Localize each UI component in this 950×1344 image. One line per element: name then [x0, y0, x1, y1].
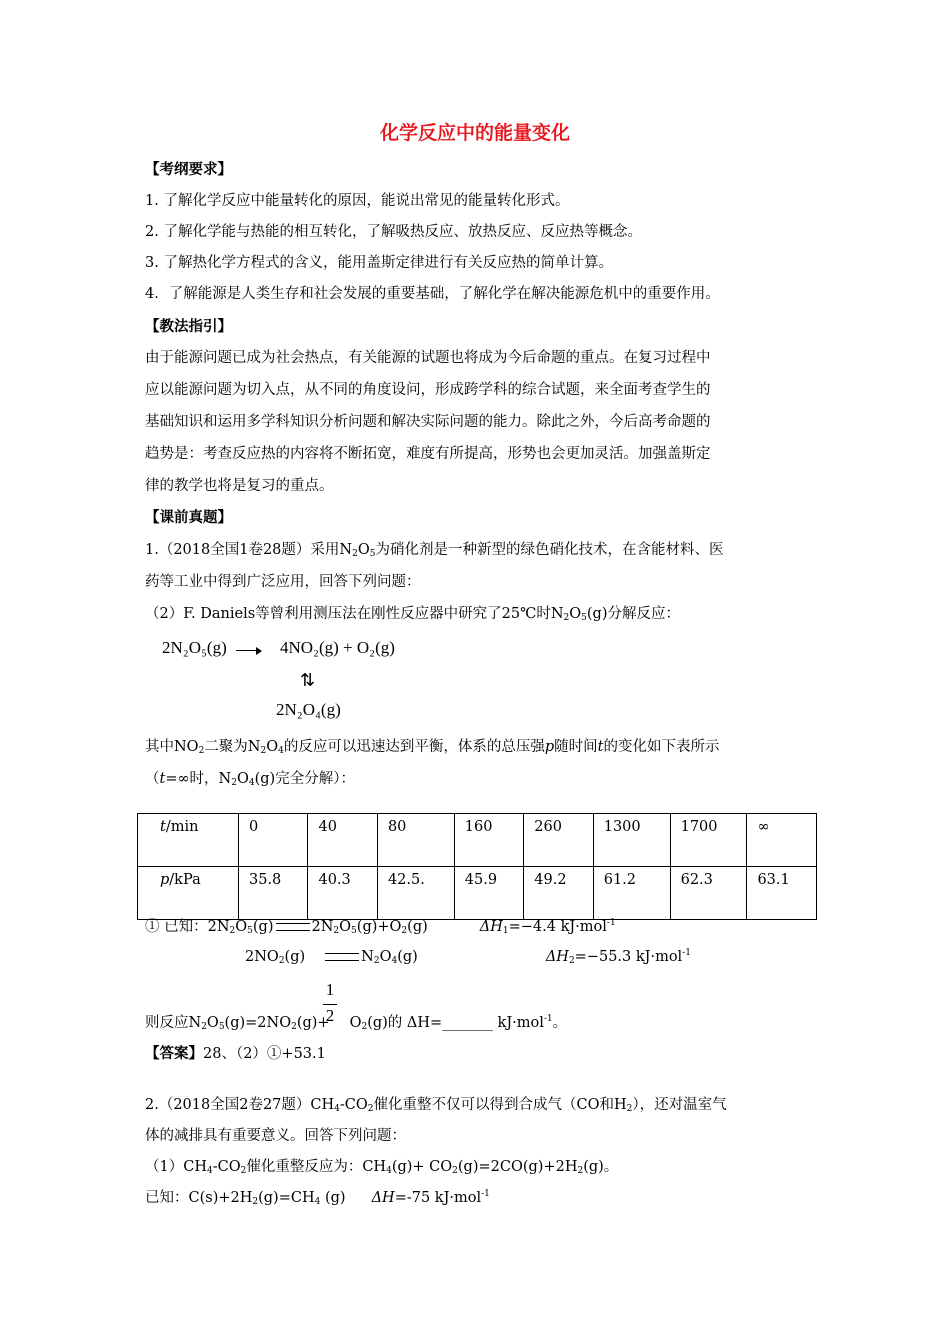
q2-sub1: $(1)CH_4-CO_2$催化重整反应为：$CH_4(g)+ CO_2(g)=2CO(g)+2H_2(g)$。 — [145, 1159, 619, 1176]
table-cell: 160 — [454, 814, 523, 867]
table-row — [138, 867, 817, 920]
q1-known2: $2NO_2(g)$ $N_2O_4(g)$ $\Delta H_2=-55.3$ kJ·mol$^{-1}$ — [245, 948, 691, 966]
fraction-numerator: 1 — [325, 980, 335, 999]
reaction-arrow-icon — [236, 640, 262, 660]
q1-intro-line2: 药等工业中得到广泛应用，回答下列问题： — [145, 574, 421, 590]
table-cell: 62.3 — [670, 867, 747, 920]
pressure-time-table — [137, 813, 817, 920]
fraction-bar — [323, 1004, 337, 1005]
kaogang-item: 1. 了解化学反应中能量转化的原因，能说出常见的能量转化形式。 — [145, 193, 570, 209]
table-cell: 40 — [308, 814, 377, 867]
table-cell: 35.8 — [239, 867, 308, 920]
q1-desc1: 其中$NO_2$二聚为$N_2O_4$的反应可以迅速达到平衡，体系的总压强p随时间t的变化如下表所示 — [145, 739, 720, 756]
table-cell: 40.3 — [308, 867, 377, 920]
q1-sub2: （2）F. Daniels等曾利用测压法在刚性反应器中研究了25℃时$N_2O_5(g)$分解反应： — [145, 606, 680, 623]
table-cell: t/min — [138, 814, 239, 867]
reaction-left: 2N₂O₅(g) — [162, 638, 227, 657]
table-cell: 0 — [239, 814, 308, 867]
reaction-right: 4NO₂(g) + O₂(g) — [280, 638, 395, 657]
jiaofa-line: 基础知识和运用多学科知识分析问题和解决实际问题的能力。除此之外，今后高考命题的 — [145, 414, 711, 430]
section-heading-jiaofa: 【教法指引】 — [145, 319, 232, 335]
section-heading-kaogang: 【考纲要求】 — [145, 162, 232, 178]
equals-bar-icon — [325, 953, 359, 961]
jiaofa-line: 由于能源问题已成为社会热点，有关能源的试题也将成为今后命题的重点。在复习过程中 — [145, 350, 711, 366]
kaogang-item: 4．了解能源是人类生存和社会发展的重要基础，了解化学在解决能源危机中的重要作用。 — [145, 286, 720, 302]
table-cell: 1300 — [593, 814, 670, 867]
q2-intro-line2: 体的减排具有重要意义。回答下列问题： — [145, 1128, 406, 1144]
table-cell: 61.2 — [593, 867, 670, 920]
jiaofa-line: 应以能源问题为切入点，从不同的角度设问，形成跨学科的综合试题，来全面考查学生的 — [145, 382, 711, 398]
jiaofa-line: 律的教学也将是复习的重点。 — [145, 478, 334, 494]
table-cell: 42.5. — [377, 867, 454, 920]
table-cell: 80 — [377, 814, 454, 867]
q1-intro: 1.（2018全国1卷28题）采用$N_2O_5$为硝化剂是一种新型的绿色硝化技术，在含能材料、医 — [145, 542, 724, 559]
equals-bar-icon — [276, 923, 310, 931]
jiaofa-line: 趋势是：考查反应热的内容将不断拓宽，难度有所提高，形势也会更加灵活。加强盖斯定 — [145, 446, 711, 462]
table-cell: 63.1 — [747, 867, 817, 920]
section-heading-zhenti: 【课前真题】 — [145, 510, 232, 526]
table-row — [138, 814, 817, 867]
table-cell: 1700 — [670, 814, 747, 867]
q1-desc2: （t=∞时，$N_2O_4(g)$完全分解）： — [145, 771, 355, 788]
table-cell: 260 — [524, 814, 593, 867]
q1-known1: ① 已知：$2N_2O_5(g)$ $2N_2O_5(g)+O_2(g)$ $\Delta H_1=-4.4$ kJ·mol$^{-1}$ — [145, 918, 616, 936]
q1-answer: 【答案】28、（2）①+53.1 — [145, 1046, 326, 1062]
reaction-bottom: 2N₂O₄(g) — [276, 700, 341, 719]
q2-known: 已知：$C(s)+2H_2(g)=CH_4$ (g) ΔH=-75 kJ·mol$^{-1}$ — [145, 1189, 490, 1207]
table-cell: 45.9 — [454, 867, 523, 920]
table-cell: 49.2 — [524, 867, 593, 920]
q2-intro: 2.（2018全国2卷27题）$CH_4-CO_2$催化重整不仅可以得到合成气（CO和$H_2$），还对温室气 — [145, 1097, 727, 1114]
kaogang-item: 3. 了解热化学方程式的含义，能用盖斯定律进行有关反应热的简单计算。 — [145, 255, 613, 271]
q1-ask: 则反应$N_2O_5(g)=2NO_2(g)+ O_2(g)$的 ΔH=_______ kJ·mol$^{-1}$。 — [145, 1014, 568, 1032]
kaogang-item: 2. 了解化学能与热能的相互转化，了解吸热反应、放热反应、反应热等概念。 — [145, 224, 642, 240]
table-cell: ∞ — [747, 814, 817, 867]
table-cell: p/kPa — [138, 867, 239, 920]
page-title: 化学反应中的能量变化 — [379, 122, 570, 144]
equilibrium-icon: ⇅ — [300, 670, 316, 690]
fraction-denominator: 2 — [325, 1006, 335, 1025]
